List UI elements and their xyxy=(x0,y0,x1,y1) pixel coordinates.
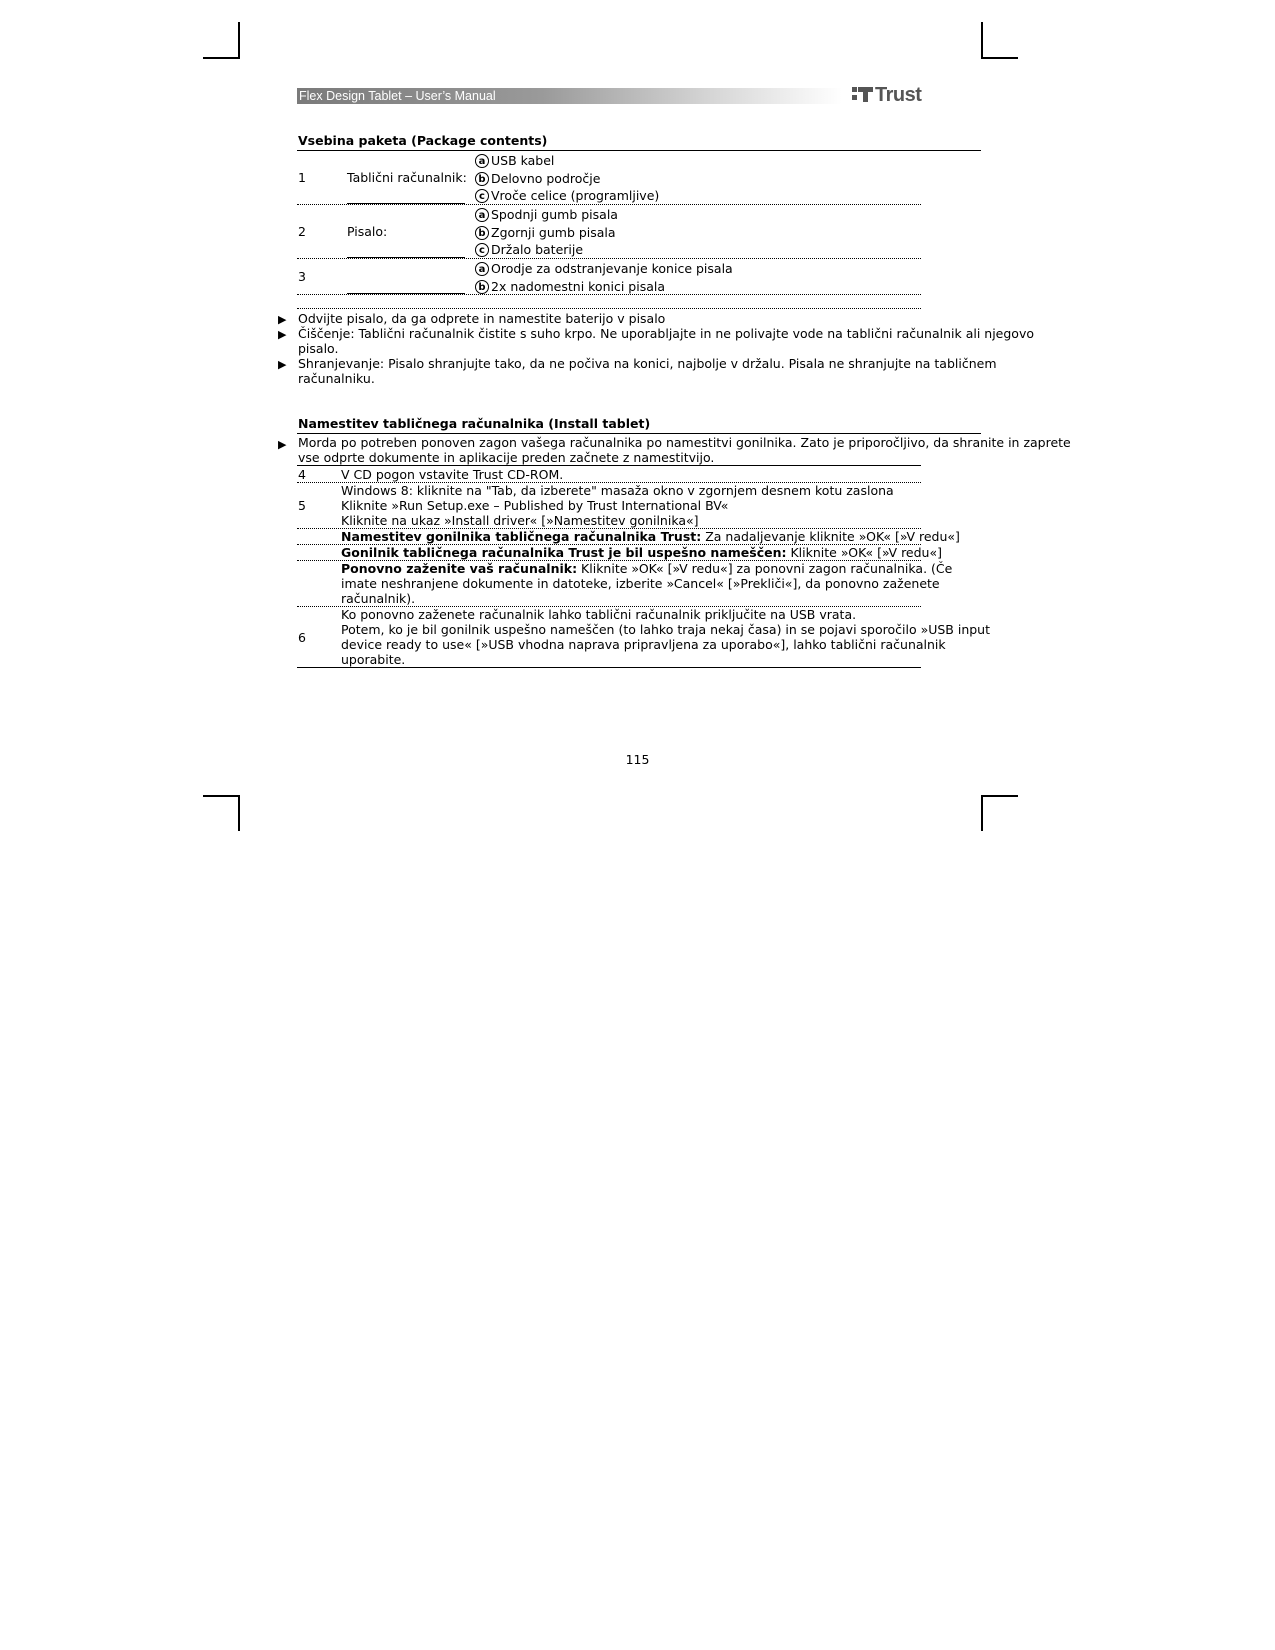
step-text: računalnik). xyxy=(341,591,416,606)
package-title: Vsebina paketa (Package contents) xyxy=(298,133,548,148)
step-text: Kliknite »Run Setup.exe – Published by Trust International BV« xyxy=(341,498,729,513)
triangle-bullet-icon: ▶ xyxy=(278,358,287,371)
triangle-bullet-icon: ▶ xyxy=(278,438,287,451)
step-text: Ponovno zaženite vaš računalnik: Kliknite »OK« [»V redu«] za ponovni zagon računalnika. (Če xyxy=(341,561,953,576)
crop-mark xyxy=(981,795,983,831)
circled-letter-icon: b xyxy=(475,280,489,294)
note-text: računalniku. xyxy=(298,371,375,386)
row-number: 1 xyxy=(298,170,306,185)
list-item: b 2x nadomestni konici pisala xyxy=(475,278,665,295)
circled-letter-icon: c xyxy=(475,243,489,257)
circled-letter-icon: c xyxy=(475,189,489,203)
label-underline xyxy=(347,293,465,294)
note-text: Odvijte pisalo, da ga odprete in namestite baterijo v pisalo xyxy=(298,311,666,326)
crop-mark xyxy=(981,57,1018,59)
step-text: Gonilnik tabličnega računalnika Trust je bil uspešno nameščen: Kliknite »OK« [»V redu«] xyxy=(341,545,942,560)
table-bottom-rule xyxy=(297,667,921,668)
step-text: Ko ponovno zaženete računalnik lahko tablični računalnik priključite na USB vrata. xyxy=(341,607,857,622)
crop-mark xyxy=(981,22,983,58)
trust-logo-icon xyxy=(852,86,874,103)
circled-letter-icon: a xyxy=(475,262,489,276)
label-underline xyxy=(347,257,465,258)
install-title: Namestitev tabličnega računalnika (Install tablet) xyxy=(298,416,651,431)
page-number: 115 xyxy=(625,752,650,767)
header-title: Flex Design Tablet – User’s Manual xyxy=(299,89,496,103)
step-text: device ready to use« [»USB vhodna naprava pripravljena za uporabo«], lahko tablični računalnik xyxy=(341,637,946,652)
triangle-bullet-icon: ▶ xyxy=(278,328,287,341)
crop-mark xyxy=(238,795,240,831)
row-label: Tablični računalnik: xyxy=(347,170,467,185)
note-text: Shranjevanje: Pisalo shranjujte tako, da ne počiva na konici, najbolje v držalu. Pisala ne shranjujte na tabličnem xyxy=(298,356,997,371)
row-divider xyxy=(297,294,921,295)
row-number: 2 xyxy=(298,224,306,239)
step-text: Kliknite na ukaz »Install driver« [»Namestitev gonilnika«] xyxy=(341,513,699,528)
list-item: a USB kabel xyxy=(475,152,554,169)
row-divider xyxy=(297,204,921,205)
circled-letter-icon: b xyxy=(475,226,489,240)
list-item: b Zgornji gumb pisala xyxy=(475,224,616,241)
crop-mark xyxy=(203,795,240,797)
list-item: c Držalo baterije xyxy=(475,241,583,258)
step-text: V CD pogon vstavite Trust CD-ROM. xyxy=(341,467,564,482)
row-number: 3 xyxy=(298,269,306,284)
section-rule xyxy=(297,150,981,151)
step-number: 4 xyxy=(298,467,306,482)
crop-mark xyxy=(203,57,240,59)
note-text: Čiščenje: Tablični računalnik čistite s suho krpo. Ne uporabljajte in ne polivajte vode na tablični računalnik ali njegovo xyxy=(298,326,1035,341)
step-number: 6 xyxy=(298,630,306,645)
trust-logo xyxy=(852,84,921,107)
list-item: b Delovno področje xyxy=(475,170,600,187)
list-item: a Orodje za odstranjevanje konice pisala xyxy=(475,260,733,277)
label-underline xyxy=(347,203,465,204)
list-item: c Vroče celice (programljive) xyxy=(475,187,659,204)
table-end-divider xyxy=(297,308,921,309)
logo-text: Trust xyxy=(875,84,922,106)
step-text: Windows 8: kliknite na "Tab, da izberete" masaža okno v zgornjem desnem kotu zaslona xyxy=(341,483,894,498)
row-label: Pisalo: xyxy=(347,224,388,239)
crop-mark xyxy=(238,22,240,58)
install-intro: vse odprte dokumente in aplikacije preden začnete z namestitvijo. xyxy=(298,450,715,465)
note-text: pisalo. xyxy=(298,341,339,356)
step-text: uporabite. xyxy=(341,652,406,667)
list-item: a Spodnji gumb pisala xyxy=(475,206,618,223)
install-intro: Morda po potreben ponoven zagon vašega računalnika po namestitvi gonilnika. Zato je priporočljivo, da shranite in zaprete xyxy=(298,435,1071,450)
circled-letter-icon: a xyxy=(475,208,489,222)
page-header xyxy=(297,88,842,104)
step-number: 5 xyxy=(298,498,306,513)
row-divider xyxy=(297,258,921,259)
step-text: imate neshranjene dokumente in datoteke, izberite »Cancel« [»Prekliči«], da ponovno zaženete xyxy=(341,576,940,591)
circled-letter-icon: b xyxy=(475,172,489,186)
triangle-bullet-icon: ▶ xyxy=(278,313,287,326)
step-text: Namestitev gonilnika tabličnega računalnika Trust: Za nadaljevanje kliknite »OK« [»V redu«] xyxy=(341,529,960,544)
step-text: Potem, ko je bil gonilnik uspešno nameščen (to lahko traja nekaj časa) in se pojavi sporočilo »USB input xyxy=(341,622,991,637)
crop-mark xyxy=(981,795,1018,797)
circled-letter-icon: a xyxy=(475,154,489,168)
